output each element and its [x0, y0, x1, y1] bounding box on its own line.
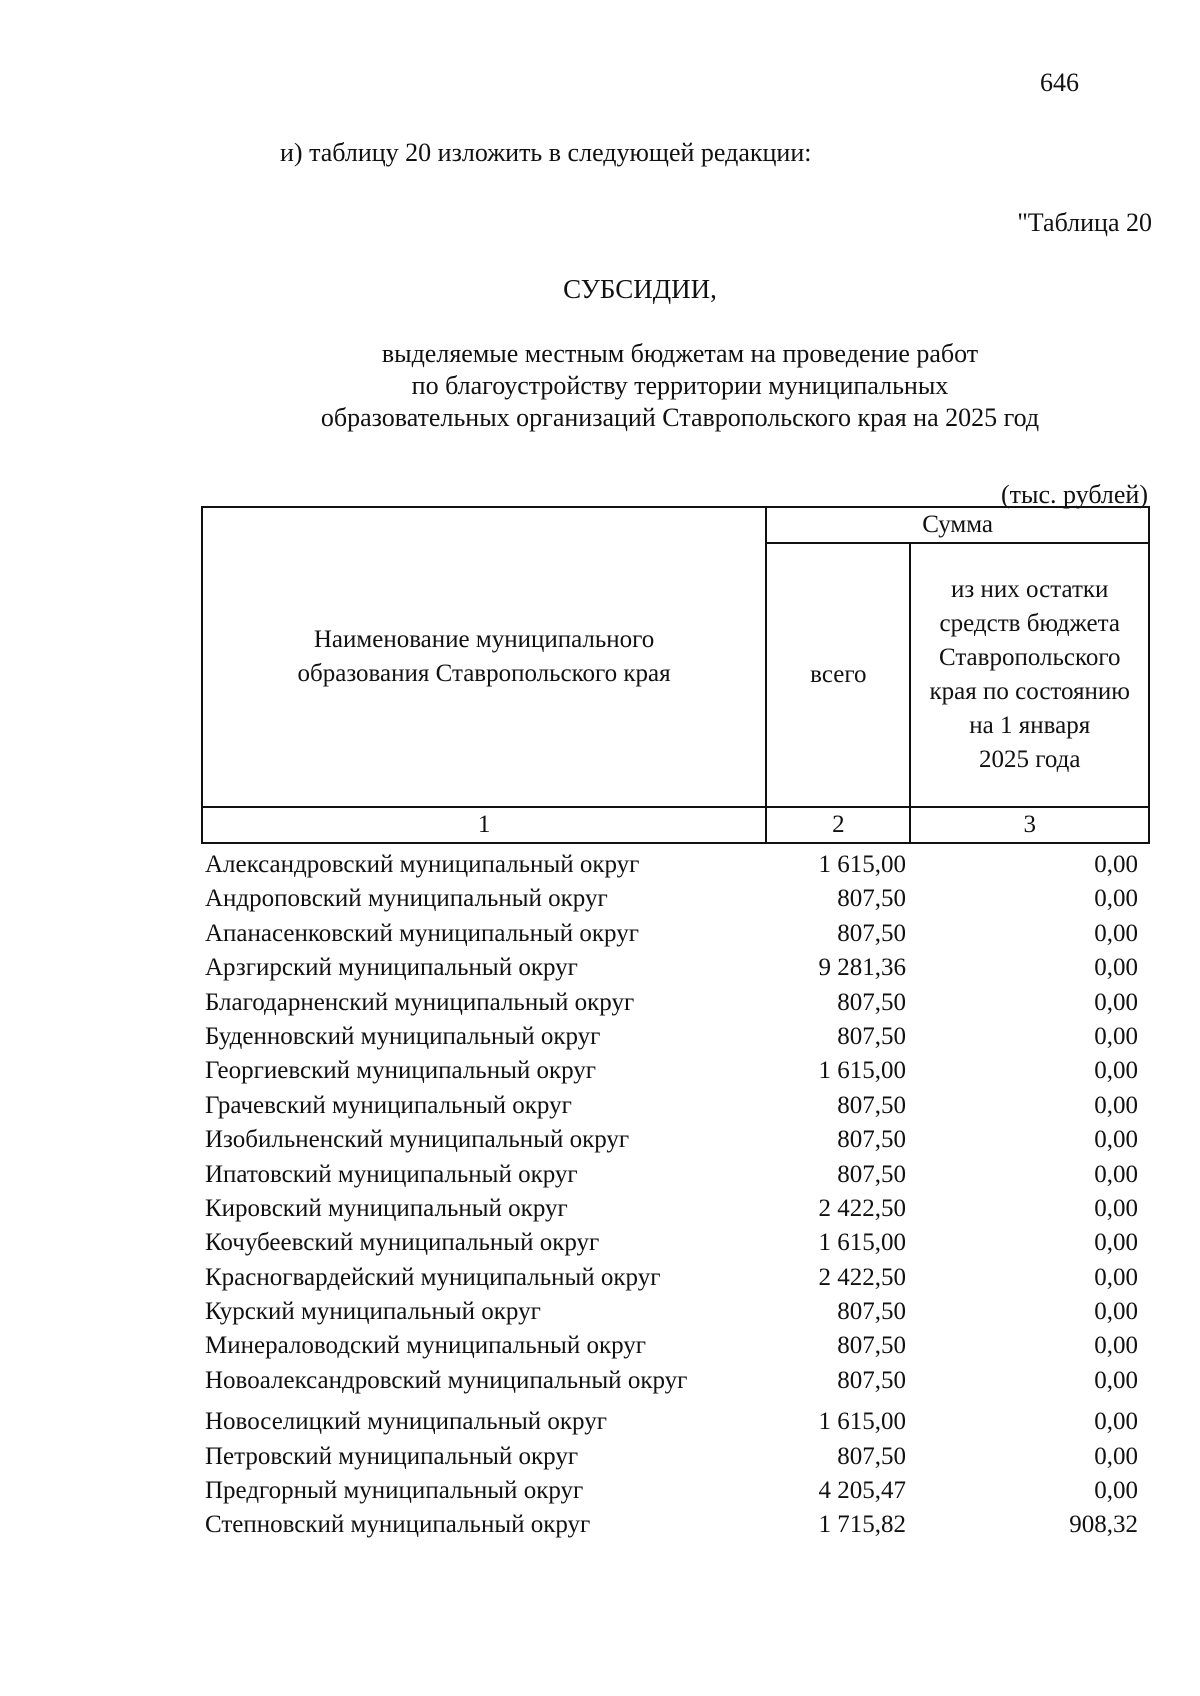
remainder-value: 0,00 — [1094, 1477, 1138, 1505]
total-value: 807,50 — [837, 988, 906, 1016]
total-value: 807,50 — [837, 1442, 906, 1470]
table-row — [201, 986, 1150, 1020]
total-value: 2 422,50 — [818, 1263, 906, 1291]
municipality-name: Кировский муниципальный округ — [205, 1194, 568, 1222]
document-title: СУБСИДИИ, — [563, 274, 717, 304]
table-body — [201, 848, 1150, 1543]
table-row — [201, 1158, 1150, 1192]
table-row — [201, 882, 1150, 916]
intro-text: и) таблицу 20 изложить в следующей редакции: — [280, 138, 812, 167]
total-value: 807,50 — [837, 919, 906, 947]
municipality-name: Апанасенковский муниципальный округ — [205, 919, 639, 947]
table-row — [201, 1364, 1150, 1398]
total-value: 807,50 — [837, 1366, 906, 1394]
remainder-value: 0,00 — [1094, 954, 1138, 982]
table-row — [201, 1054, 1150, 1088]
municipality-name: Минераловодский муниципальный округ — [205, 1332, 647, 1360]
header-remainder — [910, 543, 1149, 807]
remainder-value: 0,00 — [1094, 1091, 1138, 1119]
remainder-value: 0,00 — [1094, 1408, 1138, 1436]
header-name-line: Наименование муниципального — [313, 626, 655, 653]
table-row — [201, 951, 1150, 985]
remainder-value: 0,00 — [1094, 1442, 1138, 1470]
column-number-3: 3 — [910, 807, 1149, 843]
table-row — [201, 1020, 1150, 1054]
total-value: 807,50 — [837, 1160, 906, 1188]
remainder-value: 0,00 — [1094, 1263, 1138, 1291]
header-remainder-line: края по состоянию — [929, 678, 1130, 705]
municipality-name: Георгиевский муниципальный округ — [205, 1057, 597, 1085]
total-value: 1 615,00 — [818, 1229, 906, 1257]
header-total: всего — [766, 543, 910, 807]
table-row — [201, 917, 1150, 951]
remainder-value: 908,32 — [1069, 1511, 1138, 1539]
remainder-value: 0,00 — [1094, 1332, 1138, 1360]
municipality-name: Буденновский муниципальный округ — [205, 1022, 601, 1050]
municipality-name: Петровский муниципальный округ — [205, 1442, 579, 1470]
remainder-value: 0,00 — [1094, 1298, 1138, 1326]
remainder-value: 0,00 — [1094, 919, 1138, 947]
total-value: 807,50 — [837, 885, 906, 913]
municipality-name: Ипатовский муниципальный округ — [205, 1160, 578, 1188]
total-value: 807,50 — [837, 1022, 906, 1050]
remainder-value: 0,00 — [1094, 1022, 1138, 1050]
table-row — [201, 1089, 1150, 1123]
municipality-name: Кочубеевский муниципальный округ — [205, 1229, 600, 1257]
municipality-name: Александровский муниципальный округ — [205, 851, 640, 878]
total-value: 2 422,50 — [818, 1194, 906, 1222]
total-value: 1 615,00 — [818, 1057, 906, 1085]
subtitle-line: по благоустройству территории муниципальных — [411, 371, 949, 400]
header-name-line: образования Ставропольского края — [297, 660, 671, 687]
table-row — [201, 1226, 1150, 1260]
municipality-name: Изобильненский муниципальный округ — [205, 1126, 630, 1154]
table-row — [201, 1474, 1150, 1508]
total-value: 807,50 — [837, 1298, 906, 1326]
header-sum: Сумма — [766, 507, 1149, 543]
header-remainder-line: на 1 января — [969, 712, 1091, 739]
table-row — [201, 1329, 1150, 1363]
header-remainder-line: Ставропольского — [938, 644, 1121, 671]
table-header — [201, 506, 1150, 844]
header-remainder-line: 2025 года — [978, 746, 1081, 773]
total-value: 807,50 — [837, 1126, 906, 1154]
municipality-name: Арзгирский муниципальный округ — [205, 954, 578, 982]
remainder-value: 0,00 — [1094, 1229, 1138, 1257]
total-value: 9 281,36 — [818, 954, 906, 982]
table-label: "Таблица 20 — [1017, 208, 1152, 237]
units-label: (тыс. рублей) — [1000, 480, 1148, 509]
municipality-name: Курский муниципальный округ — [205, 1298, 541, 1326]
document-subtitle — [200, 338, 1160, 434]
remainder-value: 0,00 — [1094, 1057, 1138, 1085]
remainder-value: 0,00 — [1094, 988, 1138, 1016]
table-row — [201, 1405, 1150, 1439]
remainder-value: 0,00 — [1094, 885, 1138, 913]
municipality-name: Благодарненский муниципальный округ — [205, 988, 635, 1016]
total-value: 4 205,47 — [818, 1477, 906, 1505]
total-value: 1 615,00 — [818, 1408, 906, 1436]
table-row — [201, 1261, 1150, 1295]
municipality-name: Андроповский муниципальный округ — [205, 885, 608, 913]
remainder-value: 0,00 — [1094, 1126, 1138, 1154]
municipality-name: Новоалександровский муниципальный округ — [205, 1366, 688, 1394]
municipality-name: Степновский муниципальный округ — [205, 1511, 591, 1539]
total-value: 1 715,82 — [818, 1511, 906, 1539]
column-number-2: 2 — [766, 807, 910, 843]
table-row — [201, 1123, 1150, 1157]
subtitle-line: выделяемые местным бюджетам на проведение работ — [381, 339, 979, 368]
total-value: 807,50 — [837, 1091, 906, 1119]
header-remainder-line: из них остатки — [951, 576, 1109, 603]
subtitle-line: образовательных организаций Ставропольского края на 2025 год — [320, 403, 1040, 432]
remainder-value: 0,00 — [1094, 1160, 1138, 1188]
table-row — [201, 848, 1150, 882]
column-number-1: 1 — [202, 807, 766, 843]
table-row — [201, 1508, 1150, 1542]
remainder-value: 0,00 — [1094, 851, 1138, 878]
table-row — [201, 1440, 1150, 1474]
total-value: 807,50 — [837, 1332, 906, 1360]
remainder-value: 0,00 — [1094, 1194, 1138, 1222]
municipality-name: Красногвардейский муниципальный округ — [205, 1263, 661, 1291]
table-row — [201, 1295, 1150, 1329]
municipality-name: Грачевский муниципальный округ — [205, 1091, 572, 1119]
table-row — [201, 1192, 1150, 1226]
page-number: 646 — [1040, 68, 1079, 97]
municipality-name: Предгорный муниципальный округ — [205, 1477, 584, 1505]
header-remainder-line: средств бюджета — [939, 610, 1120, 637]
municipality-name: Новоселицкий муниципальный округ — [205, 1408, 607, 1436]
total-value: 1 615,00 — [818, 851, 906, 878]
header-name-column — [202, 507, 766, 807]
remainder-value: 0,00 — [1094, 1366, 1138, 1394]
